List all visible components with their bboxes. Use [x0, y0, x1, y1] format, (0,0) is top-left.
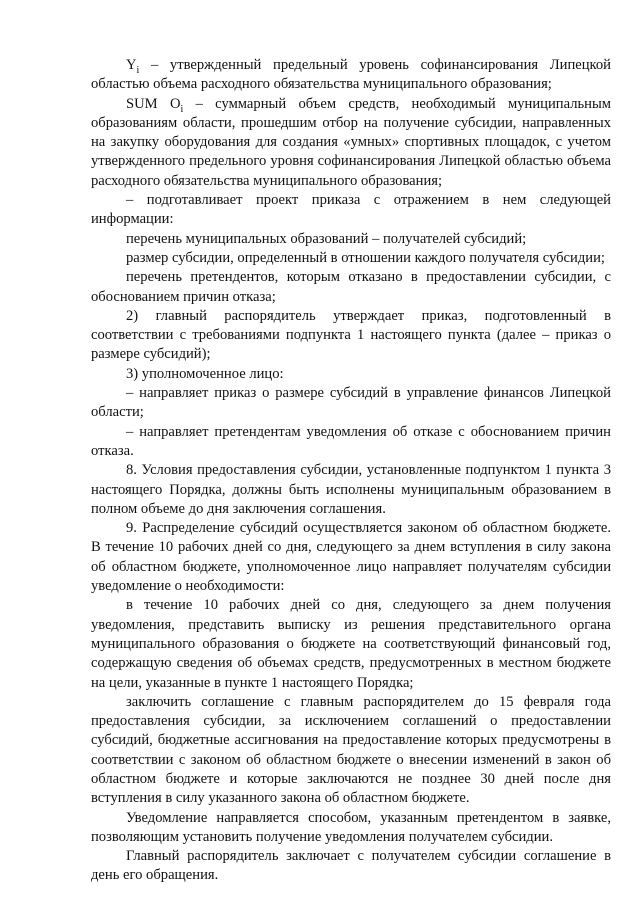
subscript-i: i [180, 103, 184, 115]
paragraph-item-3: 3) уполномоченное лицо: [126, 365, 284, 382]
paragraph-subsidy-size: размер субсидии, определенный в отношении каждого получателя субсидии; [126, 249, 605, 266]
paragraph-send-order: – направляет приказ о размере субсидий в управление финансов Липецкой области; [91, 385, 611, 421]
paragraph-conclusion: Главный распорядитель заключает с получателем субсидии соглашение в день его обращения. [91, 848, 611, 884]
paragraph-agreement: заключить соглашение с главным распорядителем до 15 февраля года предоставления субсидии, за исключением соглашений о предоставлении субсидий, бюджетные ассигнования на предоставление которых предусмотрены в соответствии с законом об областном бюджете о внесении изменений в закон об областном бюджете и которые заключаются не позднее 30 дней после дня вступления в силу указанного закона об областном бюджете. [91, 693, 611, 807]
paragraph-item-2: 2) главный распорядитель утверждает приказ, подготовленный в соответствии с требованиями подпункта 1 настоящего пункта (далее – приказ о размере субсидий); [91, 307, 611, 363]
yi-definition-text: – утвержденный предельный уровень софинансирования Липецкой областью объема расходного обязательства муниципального образования; [91, 57, 611, 93]
paragraph-statement: в течение 10 рабочих дней со дня, следующего за днем получения уведомления, представить выписку из решения представительного органа муниципального образования о бюджете на соответствующий финансовый год, содержащую сведения об объемах средств, предусмотренных в местном бюджете на цели, указанные в пункте 1 настоящего Порядка; [91, 597, 611, 691]
paragraph-sum-definition [91, 95, 611, 191]
subscript-i: i [136, 64, 140, 76]
paragraph-list-recipients: перечень муниципальных образований – получателей субсидий; [126, 230, 527, 247]
paragraph-yi-definition [91, 56, 611, 95]
paragraph-prepare-order: – подготавливает проект приказа с отражением в нем следующей информации: [91, 192, 611, 228]
sum-definition-text: – суммарный объем средств, необходимый муниципальным образованиям области, прошедшим отбор на получение субсидии, направленных на закупку оборудования для создания «умных» спортивных площадок, с учетом утвержденного предельного уровня софинансирования Липецкой областью объема расходного обязательства муниципального образования; [91, 95, 611, 189]
paragraph-section-8: 8. Условия предоставления субсидии, установленные подпунктом 1 пункта 3 настоящего Порядка, должны быть исполнены муниципальным образованием в полном объеме до дня заключения соглашения. [91, 462, 611, 517]
paragraph-rejected-list: перечень претендентов, которым отказано в предоставлении субсидии, с обоснованием причин отказа; [91, 269, 611, 305]
paragraph-send-rejections: – направляет претендентам уведомления об отказе с обоснованием причин отказа. [91, 423, 611, 459]
symbol-sum-o: SUM O [126, 95, 181, 112]
paragraph-section-9: 9. Распределение субсидий осуществляется законом об областном бюджете. В течение 10 рабочих дней со дня, следующего за днем вступления в силу закона об областном бюджете, уполномоченное лицо направляет получателям субсидии уведомление о необходимости: [91, 520, 611, 595]
document-page [91, 56, 611, 886]
paragraph-notification: Уведомление направляется способом, указанным претендентом в заявке, позволяющим установить получение уведомления получателем субсидии. [91, 809, 611, 845]
symbol-y: Y [126, 57, 137, 73]
